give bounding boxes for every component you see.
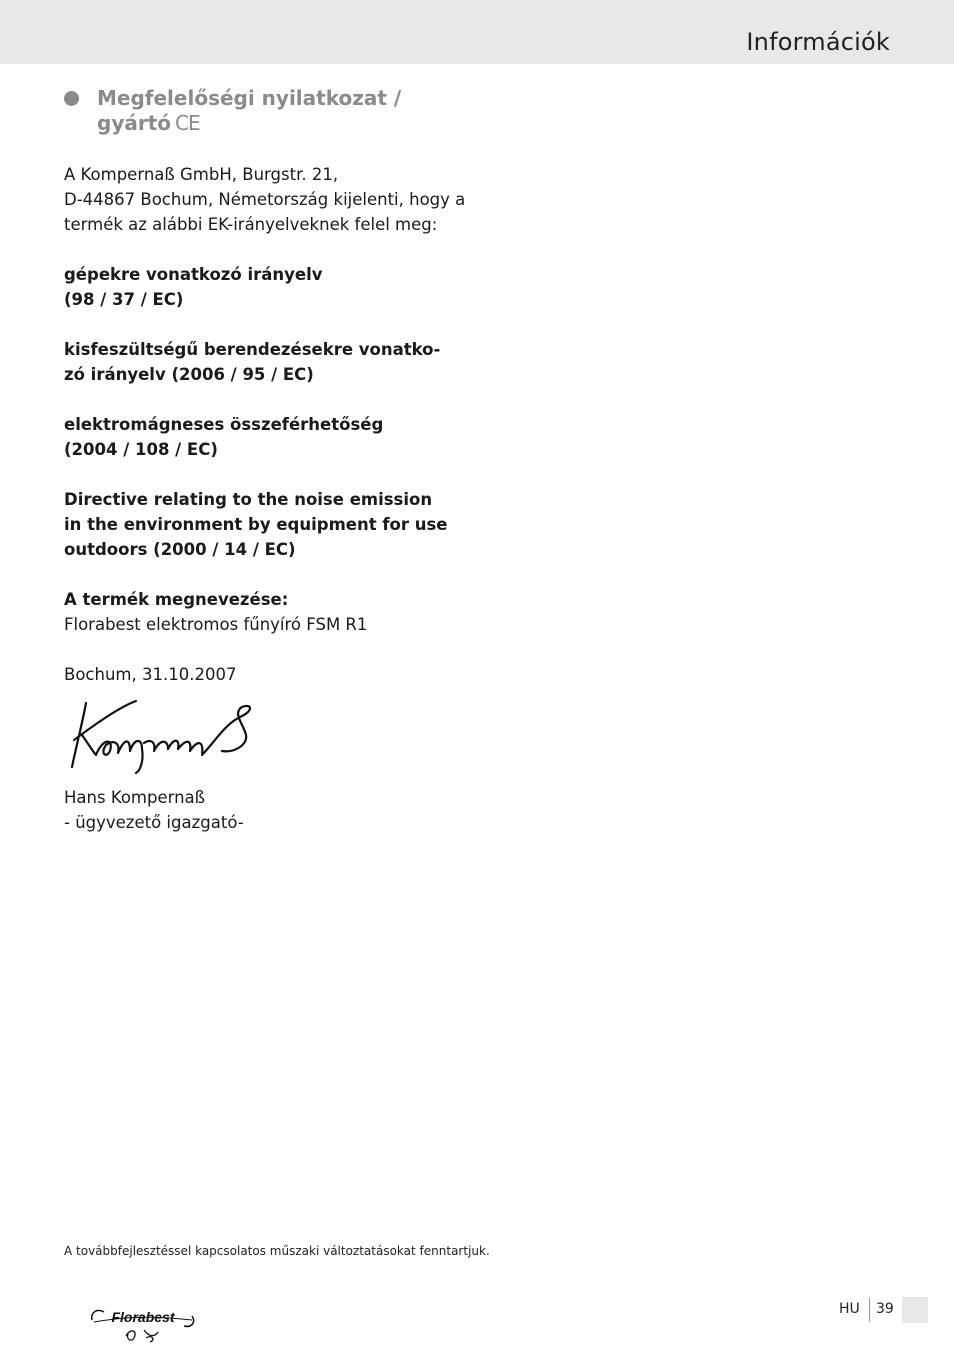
place-date: Bochum, 31.10.2007 (64, 665, 237, 684)
intro-line-2: D-44867 Bochum, Németország kijelenti, hogy a (64, 190, 466, 209)
directive-4-line-2: in the environment by equipment for use (64, 515, 448, 534)
directive-3-line-1: elektromágneses összeférhetőség (64, 415, 384, 434)
declaration-body (64, 162, 484, 835)
section-heading (64, 86, 484, 136)
heading-line-1: Megfelelőségi nyilatkozat / (97, 86, 402, 110)
directive-1-line-2: (98 / 37 / EC) (64, 290, 184, 309)
page-marker-box (902, 1297, 928, 1323)
product-label: A termék megnevezése: (64, 590, 289, 609)
intro-line-1: A Kompernaß GmbH, Burgstr. 21, (64, 165, 339, 184)
footnote: A továbbfejlesztéssel kapcsolatos műszaki változtatásokat fenntartjuk. (64, 1244, 490, 1258)
page-number: 39 (876, 1301, 894, 1317)
directive-2-line-2: zó irányelv (2006 / 95 / EC) (64, 365, 314, 384)
signatory-title: - ügyvezető igazgató- (64, 813, 244, 832)
ce-mark-icon: CE (175, 111, 200, 135)
heading-line-2: gyártó (97, 111, 172, 135)
directive-4-line-1: Directive relating to the noise emission (64, 490, 433, 509)
signature-image (64, 695, 264, 775)
florabest-logo (88, 1300, 198, 1344)
logo-brand-text: Florabest (111, 1309, 175, 1325)
bullet-icon (64, 91, 79, 106)
intro-line-3: termék az alábbi EK-irányelveknek felel meg: (64, 215, 438, 234)
signatory-name: Hans Kompernaß (64, 788, 206, 807)
language-code: HU (839, 1301, 860, 1317)
page-separator (869, 1298, 870, 1322)
directive-2-line-1: kisfeszültségű berendezésekre vonatko- (64, 340, 441, 359)
product-name: Florabest elektromos fűnyíró FSM R1 (64, 615, 368, 634)
section-title: Információk (746, 28, 890, 56)
directive-1-line-1: gépekre vonatkozó irányelv (64, 265, 323, 284)
directive-4-line-3: outdoors (2000 / 14 / EC) (64, 540, 296, 559)
directive-3-line-2: (2004 / 108 / EC) (64, 440, 218, 459)
